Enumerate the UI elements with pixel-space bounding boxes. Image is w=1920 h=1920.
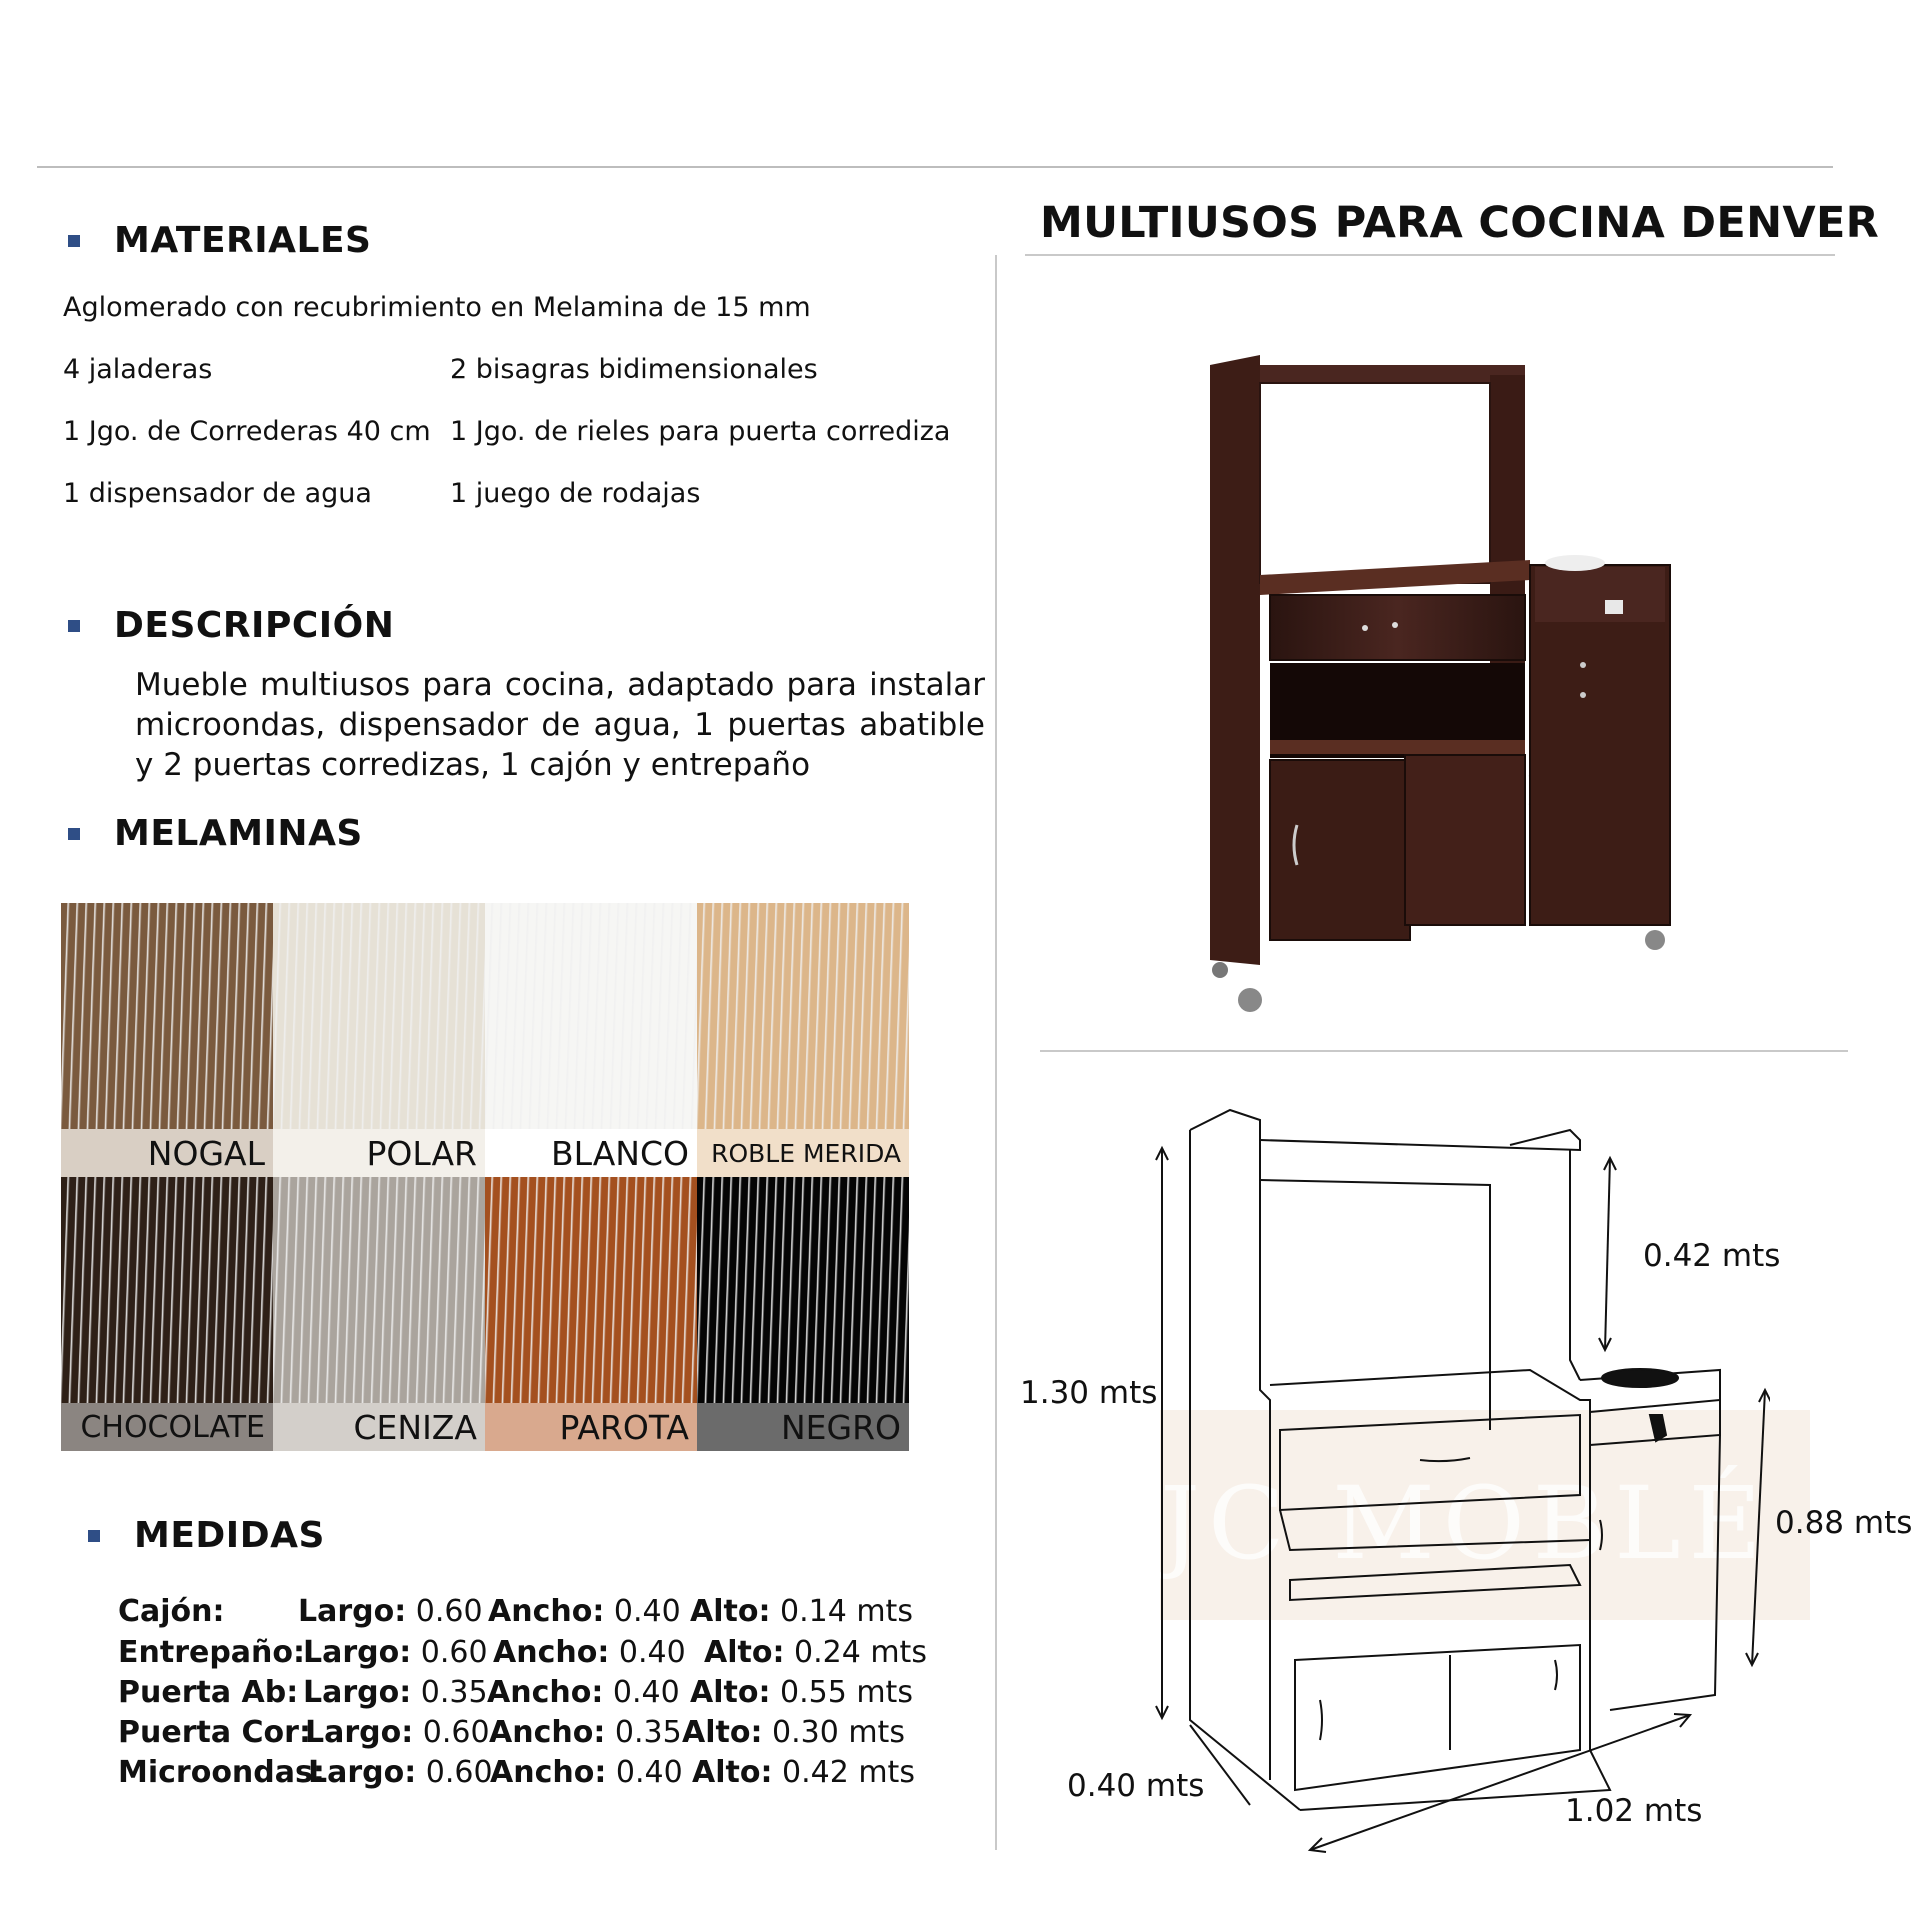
largo-value: 0.60 xyxy=(425,1755,493,1790)
ancho-label: Ancho: xyxy=(489,1715,606,1750)
diagram-shelf xyxy=(1290,1565,1580,1600)
medidas-item: Cajón: xyxy=(118,1594,225,1629)
ancho-value: 0.40 xyxy=(613,1594,681,1629)
product-photo xyxy=(1190,345,1710,1025)
caster-icon xyxy=(1645,930,1665,950)
alto-label: Alto: xyxy=(690,1594,771,1629)
ancho-label: Ancho: xyxy=(488,1594,605,1629)
diagram-tap-icon xyxy=(1650,1415,1666,1441)
medidas-item: Puerta Cor: xyxy=(118,1715,311,1750)
largo-value: 0.60 xyxy=(420,1635,488,1670)
ancho-value: 0.40 xyxy=(618,1635,686,1670)
descripcion-heading-text: DESCRIPCIÓN xyxy=(114,605,395,646)
ancho-label: Ancho: xyxy=(490,1755,607,1790)
material-item: 2 bisagras bidimensionales xyxy=(450,354,818,385)
page-title: MULTIUSOS PARA COCINA DENVER xyxy=(1040,198,1880,248)
largo-label: Largo: xyxy=(303,1675,412,1710)
swatch-parota xyxy=(485,1177,697,1451)
dim-height-top: 0.42 mts xyxy=(1643,1238,1781,1274)
diagram-side-bottom xyxy=(1190,1130,1300,1810)
materiales-heading-text: MATERIALES xyxy=(114,220,372,261)
swatch-label: NOGAL xyxy=(61,1129,273,1177)
material-item: 1 Jgo. de Correderas 40 cm xyxy=(63,416,431,447)
diagram-hutch-right xyxy=(1570,1150,1580,1380)
swatch-label: CENIZA xyxy=(273,1403,485,1451)
material-item: 1 dispensador de agua xyxy=(63,478,372,509)
dim-line-height-base xyxy=(1752,1390,1765,1665)
descripcion-heading xyxy=(68,605,394,646)
diagram-countertop xyxy=(1270,1370,1590,1750)
title-underline xyxy=(1025,254,1835,256)
swatch-nogal xyxy=(61,903,273,1177)
swatch-negro xyxy=(697,1177,909,1451)
swatch-label: ROBLE MERIDA xyxy=(697,1129,909,1177)
alto-label: Alto: xyxy=(704,1635,785,1670)
swatch-ceniza xyxy=(273,1177,485,1451)
diagram-drawer xyxy=(1280,1415,1580,1510)
diagram-cabinet-handle xyxy=(1600,1520,1602,1550)
alto-label: Alto: xyxy=(682,1715,763,1750)
ancho-label: Ancho: xyxy=(493,1635,610,1670)
sliding-door-left xyxy=(1270,760,1410,940)
diagram-hutch-back xyxy=(1260,1180,1490,1430)
column-divider xyxy=(995,255,997,1850)
dim-height-total: 1.30 mts xyxy=(1020,1375,1158,1411)
largo-label: Largo: xyxy=(298,1594,407,1629)
largo-value: 0.60 xyxy=(422,1715,490,1750)
drawer-knob xyxy=(1392,622,1398,628)
medidas-heading-text: MEDIDAS xyxy=(134,1515,325,1556)
bullet-icon xyxy=(88,1530,100,1542)
descripcion-text: Mueble multiusos para cocina, adaptado para instalar microondas, dispensador de agua, 1 puertas abatible y 2 puertas corredizas, 1 cajón y entrepaño xyxy=(135,667,985,783)
largo-label: Largo: xyxy=(303,1635,412,1670)
diagram-drawer-handle xyxy=(1420,1458,1470,1461)
medidas-item: Entrepaño: xyxy=(118,1635,306,1670)
swatch-label: POLAR xyxy=(273,1129,485,1177)
swatch-label: BLANCO xyxy=(485,1129,697,1177)
alto-value: 0.55 mts xyxy=(780,1675,913,1710)
drawer xyxy=(1270,595,1525,660)
microwave-space xyxy=(1260,383,1490,583)
watermark: JC MOBLÉ xyxy=(1160,1465,1770,1582)
ancho-value: 0.40 xyxy=(615,1755,683,1790)
image-divider xyxy=(1040,1050,1848,1052)
diagram-hutch-top xyxy=(1260,1130,1580,1150)
melaminas-heading xyxy=(68,813,363,854)
material-item: 1 Jgo. de rieles para puerta corrediza xyxy=(450,416,951,447)
bullet-icon xyxy=(68,235,80,247)
dim-width: 1.02 mts xyxy=(1565,1793,1703,1829)
diagram-shelf-line xyxy=(1280,1510,1590,1550)
bullet-icon xyxy=(68,620,80,632)
alto-value: 0.42 mts xyxy=(782,1755,915,1790)
ancho-label: Ancho: xyxy=(487,1675,604,1710)
diagram-side-cabinet xyxy=(1610,1435,1720,1710)
alto-label: Alto: xyxy=(690,1675,771,1710)
swatch-chocolate xyxy=(61,1177,273,1451)
alto-value: 0.24 mts xyxy=(794,1635,927,1670)
largo-value: 0.35 xyxy=(420,1675,488,1710)
top-divider xyxy=(37,166,1833,168)
swatch-blanco xyxy=(485,903,697,1177)
material-item: 4 jaladeras xyxy=(63,354,213,385)
sliding-door-right xyxy=(1405,755,1525,925)
drawer-knob xyxy=(1362,625,1368,631)
alto-label: Alto: xyxy=(692,1755,773,1790)
dim-depth: 0.40 mts xyxy=(1067,1768,1205,1804)
caster-icon xyxy=(1238,988,1262,1012)
largo-value: 0.60 xyxy=(415,1594,483,1629)
swatch-label: CHOCOLATE xyxy=(61,1403,273,1451)
water-dispenser xyxy=(1545,555,1605,571)
swatch-roble-merida xyxy=(697,903,909,1177)
shelf-board xyxy=(1270,740,1525,754)
side-panel xyxy=(1210,355,1260,965)
ancho-value: 0.35 xyxy=(614,1715,682,1750)
alto-value: 0.14 mts xyxy=(780,1594,913,1629)
dim-height-base: 0.88 mts xyxy=(1775,1505,1913,1541)
ancho-value: 0.40 xyxy=(612,1675,680,1710)
material-item: 1 juego de rodajas xyxy=(450,478,701,509)
materiales-heading xyxy=(68,220,371,261)
diagram-dispenser-icon xyxy=(1602,1369,1678,1387)
diagram-side-edge xyxy=(1190,1110,1270,1780)
side-drawer xyxy=(1535,567,1665,622)
cabinet-knob xyxy=(1580,692,1586,698)
diagram-door-handle xyxy=(1555,1660,1557,1690)
alto-value: 0.30 mts xyxy=(772,1715,905,1750)
diagram-door-handle xyxy=(1320,1700,1322,1740)
dim-line-width xyxy=(1310,1715,1690,1850)
melaminas-heading-text: MELAMINAS xyxy=(114,813,363,854)
largo-label: Largo: xyxy=(308,1755,417,1790)
swatch-label: NEGRO xyxy=(697,1403,909,1451)
cabinet-knob xyxy=(1580,662,1586,668)
dimension-diagram xyxy=(1150,1100,1770,1860)
hutch-top xyxy=(1260,365,1525,383)
swatch-label: PAROTA xyxy=(485,1403,697,1451)
caster-icon xyxy=(1212,962,1228,978)
materiales-line1: Aglomerado con recubrimiento en Melamina de 15 mm xyxy=(63,292,811,323)
bullet-icon xyxy=(68,828,80,840)
medidas-heading xyxy=(88,1515,325,1556)
largo-label: Largo: xyxy=(305,1715,414,1750)
medidas-item: Microondas: xyxy=(118,1755,325,1790)
swatch-polar xyxy=(273,903,485,1177)
dim-line-height-top xyxy=(1605,1158,1610,1350)
medidas-item: Puerta Ab: xyxy=(118,1675,299,1710)
water-tap-icon xyxy=(1605,600,1623,614)
